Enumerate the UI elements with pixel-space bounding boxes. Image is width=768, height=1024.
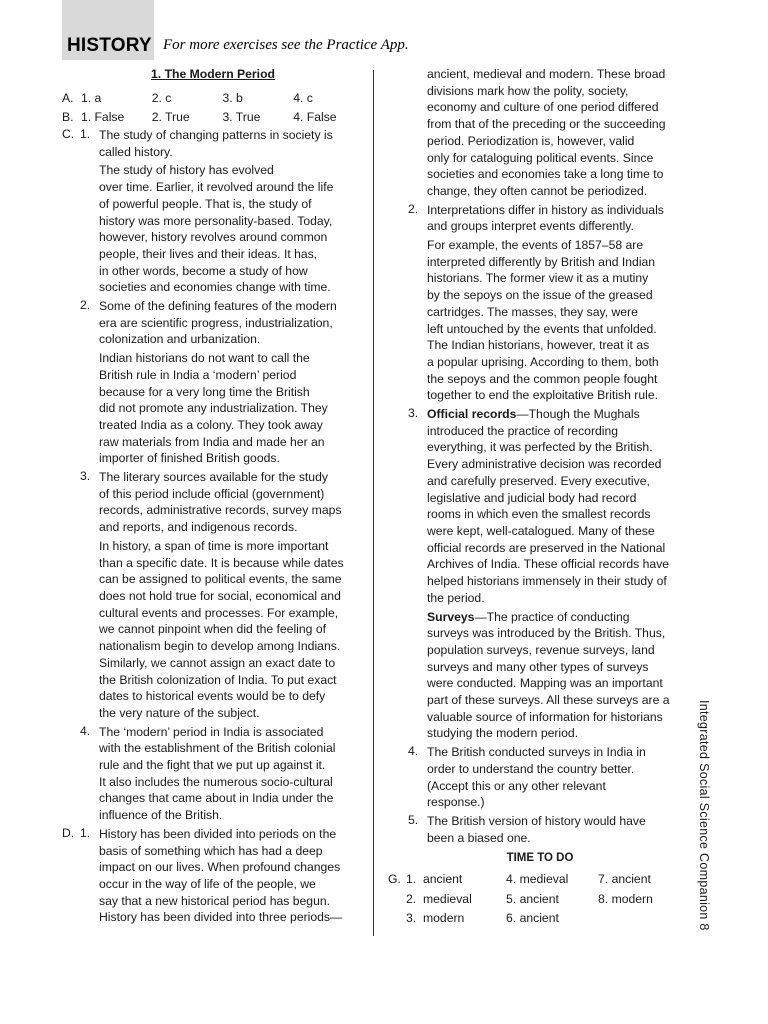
- answer-value: medieval: [519, 872, 569, 887]
- item-body: [99, 298, 364, 467]
- item-number: 1.: [80, 127, 91, 141]
- text-line: from that of the preceding or the succeeding: [427, 117, 666, 132]
- text-line: Archives of India. These official records have: [427, 557, 670, 572]
- answer-number: 4.: [506, 872, 517, 887]
- answer-pair: [598, 890, 688, 910]
- text-line: Some of the defining features of the modern: [99, 299, 337, 314]
- text-line: For example, the events of 1857–58 are: [427, 238, 644, 253]
- text-line: together to end the exploitative British rule.: [427, 388, 659, 403]
- text-line: than a specific date. It is because while dates: [99, 555, 344, 570]
- item-number: 4.: [80, 723, 91, 738]
- text-line: in other words, become a study of how: [99, 263, 308, 278]
- item-body: [99, 469, 364, 722]
- answer-b-4: 4. False: [293, 110, 337, 124]
- item-body: [99, 127, 364, 296]
- text-line: rooms in which even the smallest records: [427, 507, 651, 522]
- time-to-do-title: TIME TO DO: [506, 852, 574, 865]
- answer-number: 5.: [506, 891, 517, 906]
- time-to-do-answers: [388, 870, 690, 929]
- text-line: did not promote any industrialization. They: [99, 401, 328, 416]
- answer-number: 3.: [406, 911, 417, 926]
- spacer: [62, 298, 80, 467]
- text-line: response.): [427, 795, 485, 810]
- text-line: only for cataloguing political events. Since: [427, 150, 654, 165]
- text-line: history was more personality-based. Today,: [99, 213, 333, 228]
- text-line: records, administrative records, survey maps: [99, 503, 342, 518]
- section-d-item-2: [390, 202, 690, 404]
- right-column: [390, 66, 690, 929]
- answer-number: 8.: [598, 891, 609, 906]
- text-line: The British conducted surveys in India in: [427, 745, 646, 760]
- text-line: ancient, medieval and modern. These broad: [427, 67, 666, 81]
- text-line: official records are preserved in the National: [427, 540, 666, 555]
- text-line: surveys and many other types of surveys: [427, 659, 649, 674]
- answer-pair: [598, 909, 688, 929]
- text-line: interpreted differently by British and Indian: [427, 254, 656, 269]
- subject-title: HISTORY: [67, 35, 152, 56]
- text-line: dates to historical events would be to defy: [99, 689, 326, 704]
- text-line: historians. The former view it as a mutiny: [427, 271, 649, 286]
- answer-number: 7.: [598, 872, 609, 887]
- surveys-text: —The practice of conducting: [474, 609, 630, 624]
- text-line: impact on our lives. When profound changes: [99, 860, 341, 875]
- text-line: by the sepoys on the issue of the greased: [427, 288, 653, 303]
- text-line: does not hold true for social, economical and: [99, 588, 341, 603]
- text-line: however, history revolves around common: [99, 230, 328, 245]
- section-c-item-3: [62, 469, 364, 722]
- text-line: nationalism begin to develop among Indians.: [99, 639, 341, 654]
- item-number: 3.: [80, 469, 91, 484]
- section-d-letter: D.: [62, 825, 75, 840]
- text-line: helped historians immensely in their study of: [427, 574, 667, 589]
- answer-number: 6.: [506, 911, 517, 926]
- text-line: Indian historians do not want to call the: [99, 351, 310, 366]
- text-line: say that a new historical period has begun.: [99, 893, 331, 908]
- section-d-item-1: [62, 826, 364, 926]
- text-line: we cannot pinpoint when did the feeling of: [99, 622, 326, 637]
- answer-a-4: 4. c: [293, 91, 313, 105]
- text-line: the period.: [427, 590, 485, 605]
- answers-b-letter: B.: [62, 110, 74, 124]
- answer-value: modern: [611, 891, 653, 906]
- text-line: studying the modern period.: [427, 726, 579, 741]
- item-number: 1.: [80, 825, 91, 840]
- text-line: part of these surveys. All these surveys are a: [427, 693, 670, 708]
- answer-a-3: 3. b: [222, 91, 243, 105]
- text-line: the sepoys and the common people fought: [427, 371, 658, 386]
- text-line: people, their lives and their ideas. It has,: [99, 246, 318, 261]
- item-body: [427, 813, 690, 846]
- official-records-term: Official records: [427, 407, 517, 422]
- text-line: influence of the British.: [99, 808, 223, 823]
- text-line: Similarly, we cannot assign an exact date to: [99, 655, 336, 670]
- answer-b-2: 2. True: [151, 110, 190, 124]
- text-line: societies and economies change with time.: [99, 280, 331, 295]
- text-line: the very nature of the subject.: [99, 705, 260, 720]
- section-d-item-5: [390, 813, 690, 846]
- answer-value: ancient: [519, 911, 559, 926]
- text-line: colonization and urbanization.: [99, 332, 261, 347]
- answer-value: ancient: [611, 872, 651, 887]
- item-body: [427, 66, 690, 200]
- section-d-item-3: [390, 406, 690, 742]
- text-line: rule and the fight that we put up against it.: [99, 758, 326, 773]
- text-line: divisions mark how the polity, society,: [427, 83, 629, 98]
- text-line: The study of changing patterns in society is: [99, 128, 333, 142]
- answer-value: modern: [423, 911, 465, 926]
- section-c-letter: C.: [62, 127, 75, 141]
- text-line: change, they often cannot be periodized.: [427, 183, 648, 198]
- spacer: [388, 890, 406, 910]
- text-line: were kept, well-catalogued. Many of these: [427, 523, 655, 538]
- text-line: The ‘modern’ period in India is associated: [99, 724, 324, 739]
- text-line: and groups interpret events differently.: [427, 219, 634, 234]
- text-line: (Accept this or any other relevant: [427, 778, 606, 793]
- section-c-item-2: [62, 298, 364, 467]
- text-line: occur in the way of life of the people, we: [99, 876, 316, 891]
- section-d-item-4: [390, 744, 690, 811]
- answer-a-1: 1. a: [80, 91, 102, 105]
- item-body: [427, 202, 690, 404]
- answers-a: [62, 89, 364, 108]
- text-line: The literary sources available for the study: [99, 470, 328, 485]
- text-line: History has been divided into periods on the: [99, 826, 337, 841]
- answer-number: 2.: [406, 891, 417, 906]
- item-number: 3.: [408, 406, 419, 421]
- text-line: of powerful people. That is, the study of: [99, 196, 312, 211]
- surveys-term: Surveys: [427, 609, 475, 624]
- spacer: [388, 909, 406, 929]
- text-line: cartridges. The masses, they say, were: [427, 304, 638, 319]
- answer-pair: [598, 870, 688, 890]
- item-body: [427, 406, 690, 742]
- text-line: cultural events and processes. For example,: [99, 605, 339, 620]
- answers-a-letter: A.: [62, 91, 74, 105]
- text-line: raw materials from India and made her an: [99, 434, 325, 449]
- item-number: 2.: [80, 298, 91, 313]
- text-line: been a biased one.: [427, 830, 531, 845]
- section-c-item-4: [62, 724, 364, 824]
- item-body: [99, 826, 364, 926]
- answer-value: ancient: [423, 872, 463, 887]
- text-line: left untouched by the events that unfolded.: [427, 321, 657, 336]
- answers-b: [62, 108, 364, 127]
- column-divider: [373, 70, 374, 936]
- text-line: basis of something which has had a deep: [99, 843, 323, 858]
- text-line: History has been divided into three periods—: [99, 910, 343, 925]
- text-line: In history, a span of time is more important: [99, 538, 329, 553]
- section-d-item-1-continued: [390, 66, 690, 200]
- text-line: because for a very long time the British: [99, 384, 310, 399]
- surveys-line: [427, 609, 690, 626]
- answer-value: medieval: [423, 891, 472, 906]
- text-line: were conducted. Mapping was an important: [427, 676, 663, 691]
- official-records-line: [427, 406, 690, 423]
- text-line: order to understand the country better.: [427, 761, 635, 776]
- official-records-text: —Though the Mughals: [516, 407, 640, 422]
- text-line: changes that came about in India under the: [99, 791, 334, 806]
- text-line: The British version of history would have: [427, 813, 646, 828]
- text-line: everything, it was perfected by the British.: [427, 440, 653, 455]
- text-line: legislative and judicial body had record: [427, 490, 637, 505]
- text-line: and reports, and indigenous records.: [99, 520, 298, 535]
- text-line: introduced the practice of recording: [427, 423, 619, 438]
- text-line: Every administrative decision was recorded: [427, 457, 662, 472]
- answer-value: ancient: [519, 891, 559, 906]
- text-line: The study of history has evolved: [99, 163, 274, 178]
- time-to-do-letter: G.: [388, 872, 401, 887]
- item-body: [427, 744, 690, 811]
- section-title: 1. The Modern Period: [151, 67, 275, 81]
- text-line: over time. Earlier, it revolved around the life: [99, 180, 334, 195]
- practice-app-note: For more exercises see the Practice App.: [163, 37, 409, 53]
- item-body: [99, 724, 364, 824]
- text-line: societies and economies take a long time to: [427, 167, 664, 182]
- section-c-item-1: [62, 127, 364, 296]
- answer-a-2: 2. c: [151, 91, 172, 105]
- item-number: 4.: [408, 744, 419, 759]
- text-line: can be assigned to political events, the same: [99, 572, 342, 587]
- text-line: economy and culture of one period differed: [427, 100, 659, 115]
- text-line: a popular uprising. According to them, both: [427, 354, 659, 369]
- text-line: and carefully preserved. Every executive,: [427, 473, 650, 488]
- text-line: surveys was introduced by the British. Thus,: [427, 626, 666, 641]
- text-line: era are scientific progress, industrialization,: [99, 315, 333, 330]
- text-line: with the establishment of the British colonial: [99, 741, 336, 756]
- section-c: [62, 127, 364, 824]
- spacer: [62, 724, 80, 824]
- text-line: Interpretations differ in history as individuals: [427, 202, 664, 217]
- left-column: [62, 66, 364, 926]
- answer-pair: [506, 909, 598, 929]
- text-line: British rule in India a ‘modern’ period: [99, 367, 297, 382]
- answer-b-3: 3. True: [222, 110, 261, 124]
- text-line: population surveys, revenue surveys, land: [427, 642, 655, 657]
- answer-b-1: 1. False: [80, 110, 125, 124]
- text-line: It also includes the numerous socio-cultural: [99, 774, 333, 789]
- text-line: valuable source of information for historians: [427, 709, 663, 724]
- text-line: called history.: [99, 144, 173, 159]
- book-title-vertical: Integrated Social Science Companion 8: [697, 700, 711, 931]
- item-number: 5.: [408, 812, 419, 827]
- text-line: period. Periodization is, however, valid: [427, 133, 635, 148]
- text-line: The Indian historians, however, treat it as: [427, 338, 650, 353]
- text-line: the British colonization of India. To put exact: [99, 672, 337, 687]
- spacer: [62, 469, 80, 722]
- text-line: of this period include official (government): [99, 486, 325, 501]
- item-number: 2.: [408, 201, 419, 216]
- text-line: importer of finished British goods.: [99, 451, 280, 466]
- text-line: treated India as a colony. They took away: [99, 417, 323, 432]
- answer-pair: [506, 870, 598, 890]
- answer-pair: [506, 890, 598, 910]
- answer-number: 1.: [406, 872, 417, 887]
